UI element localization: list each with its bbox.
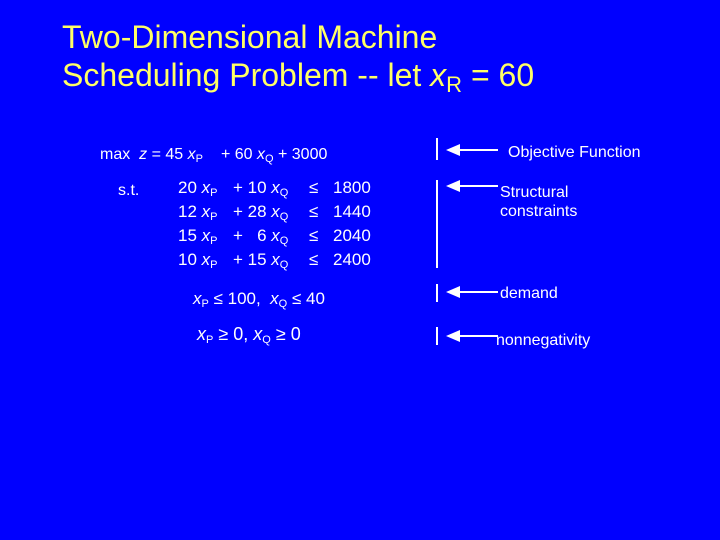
nonnegativity-constraint: xP ≥ 0, xQ ≥ 0 [197,324,301,346]
nonnegativity-label: nonnegativity [496,332,591,349]
constraint-rhs-3: 2040 [333,226,371,245]
constraint-relation-1: ≤ [309,178,319,197]
demand-arrow-icon [446,284,498,300]
constraint-q-1: + 10 xQ [233,178,289,199]
nonnegativity-arrow-icon [446,328,498,344]
objective-bracket [436,138,438,160]
constraints-q-column [233,176,288,272]
structural-constraints-label: Structural constraints [500,184,578,220]
constraints-relation-column [309,176,318,272]
structural-arrow-icon [446,178,498,194]
constraint-relation-3: ≤ [309,226,319,245]
objective-function-label: Objective Function [508,144,641,161]
objective-arrow-icon [446,142,498,158]
constraint-relation-2: ≤ [309,202,319,221]
demand-bracket [436,284,438,302]
title-line-1: Two-Dimensional Machine [62,19,438,55]
constraint-p-2: 12 xP [178,202,218,223]
constraint-q-3: + 6 xQ [233,226,289,247]
constraints-p-column [178,176,217,272]
objective-function: max z = 45 xP + 60 xQ + 3000 [100,146,328,165]
structural-bracket [436,180,438,268]
constraint-rhs-4: 2400 [333,250,371,269]
demand-constraint: xP ≤ 100, xQ ≤ 40 [193,289,325,310]
constraint-p-1: 20 xP [178,178,218,199]
subject-to-label: s.t. [118,182,140,199]
constraint-relation-4: ≤ [309,250,319,269]
demand-label: demand [500,285,558,302]
constraint-p-4: 10 xP [178,250,218,271]
constraint-rhs-2: 1440 [333,202,371,221]
title-line-2: Scheduling Problem -- let $x_R = 60$ [62,57,535,97]
slide-title [62,18,535,97]
constraints-rhs-column [333,176,371,272]
constraint-q-2: + 28 xQ [233,202,289,223]
constraint-p-3: 15 xP [178,226,218,247]
nonnegativity-bracket [436,327,438,345]
constraint-rhs-1: 1800 [333,178,371,197]
constraint-q-4: + 15 xQ [233,250,289,271]
